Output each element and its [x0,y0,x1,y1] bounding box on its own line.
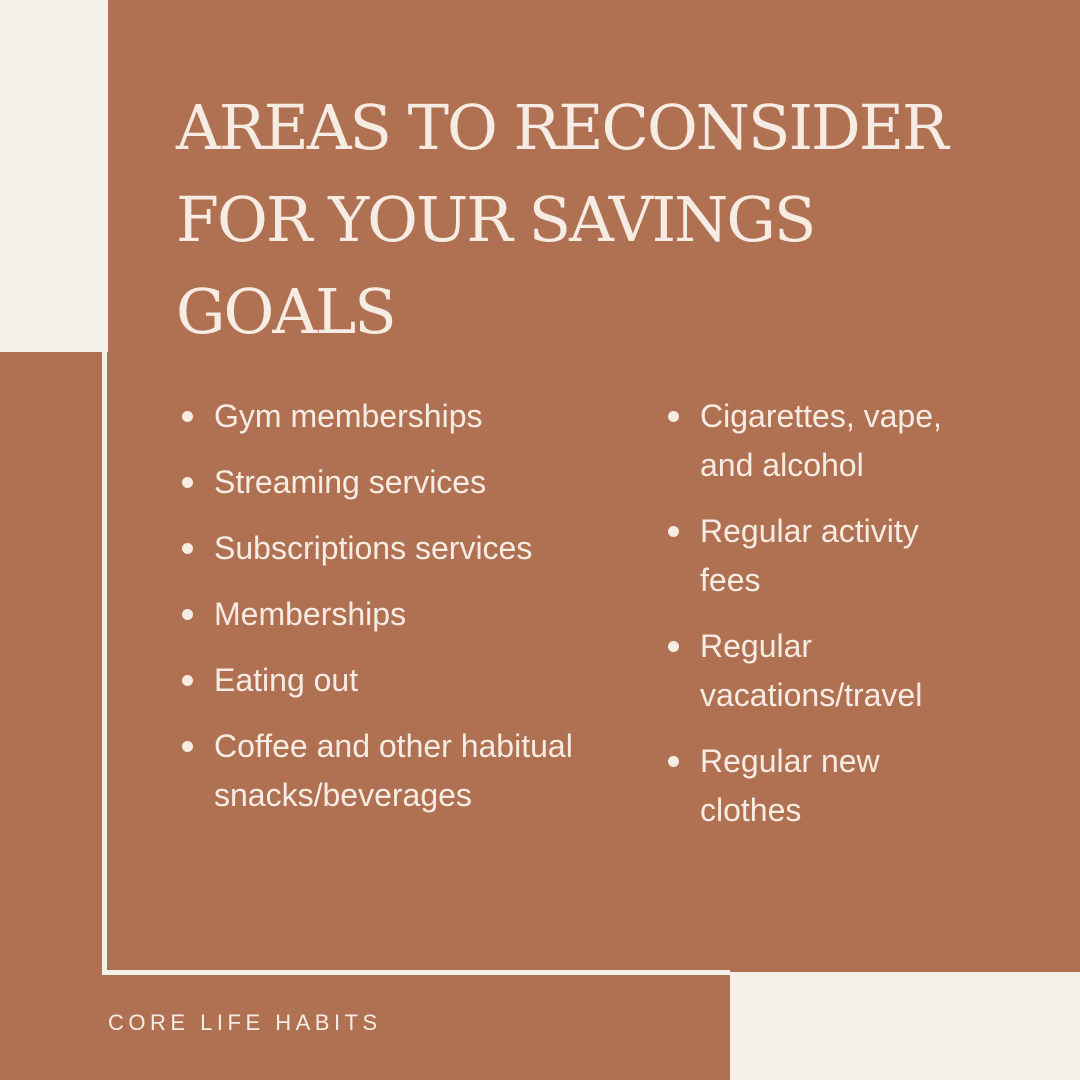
list-item-label: Coffee and other habitual snacks/beverages [214,728,573,813]
list-item [664,737,984,835]
list-item-label: Subscriptions services [214,530,533,566]
frame-line-vertical [102,350,107,975]
page-title: AREAS TO RECONSIDER FOR YOUR SAVINGS GOALS [176,91,947,348]
list-item [664,622,984,720]
list-item-label: Streaming services [214,464,487,500]
frame-line-horizontal [102,970,730,975]
list-item-label: Cigarettes, vape, and alcohol [700,398,942,483]
list-item-label: Regular activity fees [700,513,919,598]
bullet-icon [668,411,679,422]
expense-list-right [664,392,984,852]
background-block-left [0,352,108,1080]
list-item-label: Regular new clothes [700,743,880,828]
list-item [178,722,618,820]
list-item [178,656,618,705]
list-item [178,392,618,441]
bullet-icon [668,526,679,537]
bullet-icon [182,741,193,752]
bullet-icon [668,641,679,652]
bullet-icon [182,477,193,488]
bullet-icon [182,411,193,422]
expense-list-left [178,392,618,837]
bullet-icon [668,756,679,767]
bullet-icon [182,609,193,620]
bullet-icon [182,675,193,686]
list-item-label: Memberships [214,596,407,632]
list-item-label: Eating out [214,662,359,698]
list-item-label: Regular vacations/travel [700,628,923,713]
list-item-label: Gym memberships [214,398,483,434]
bullet-icon [182,543,193,554]
list-item [178,524,618,573]
brand-footer: CORE LIFE HABITS [108,1010,382,1035]
list-item [178,590,618,639]
list-item [664,507,984,605]
list-item [664,392,984,490]
list-item [178,458,618,507]
